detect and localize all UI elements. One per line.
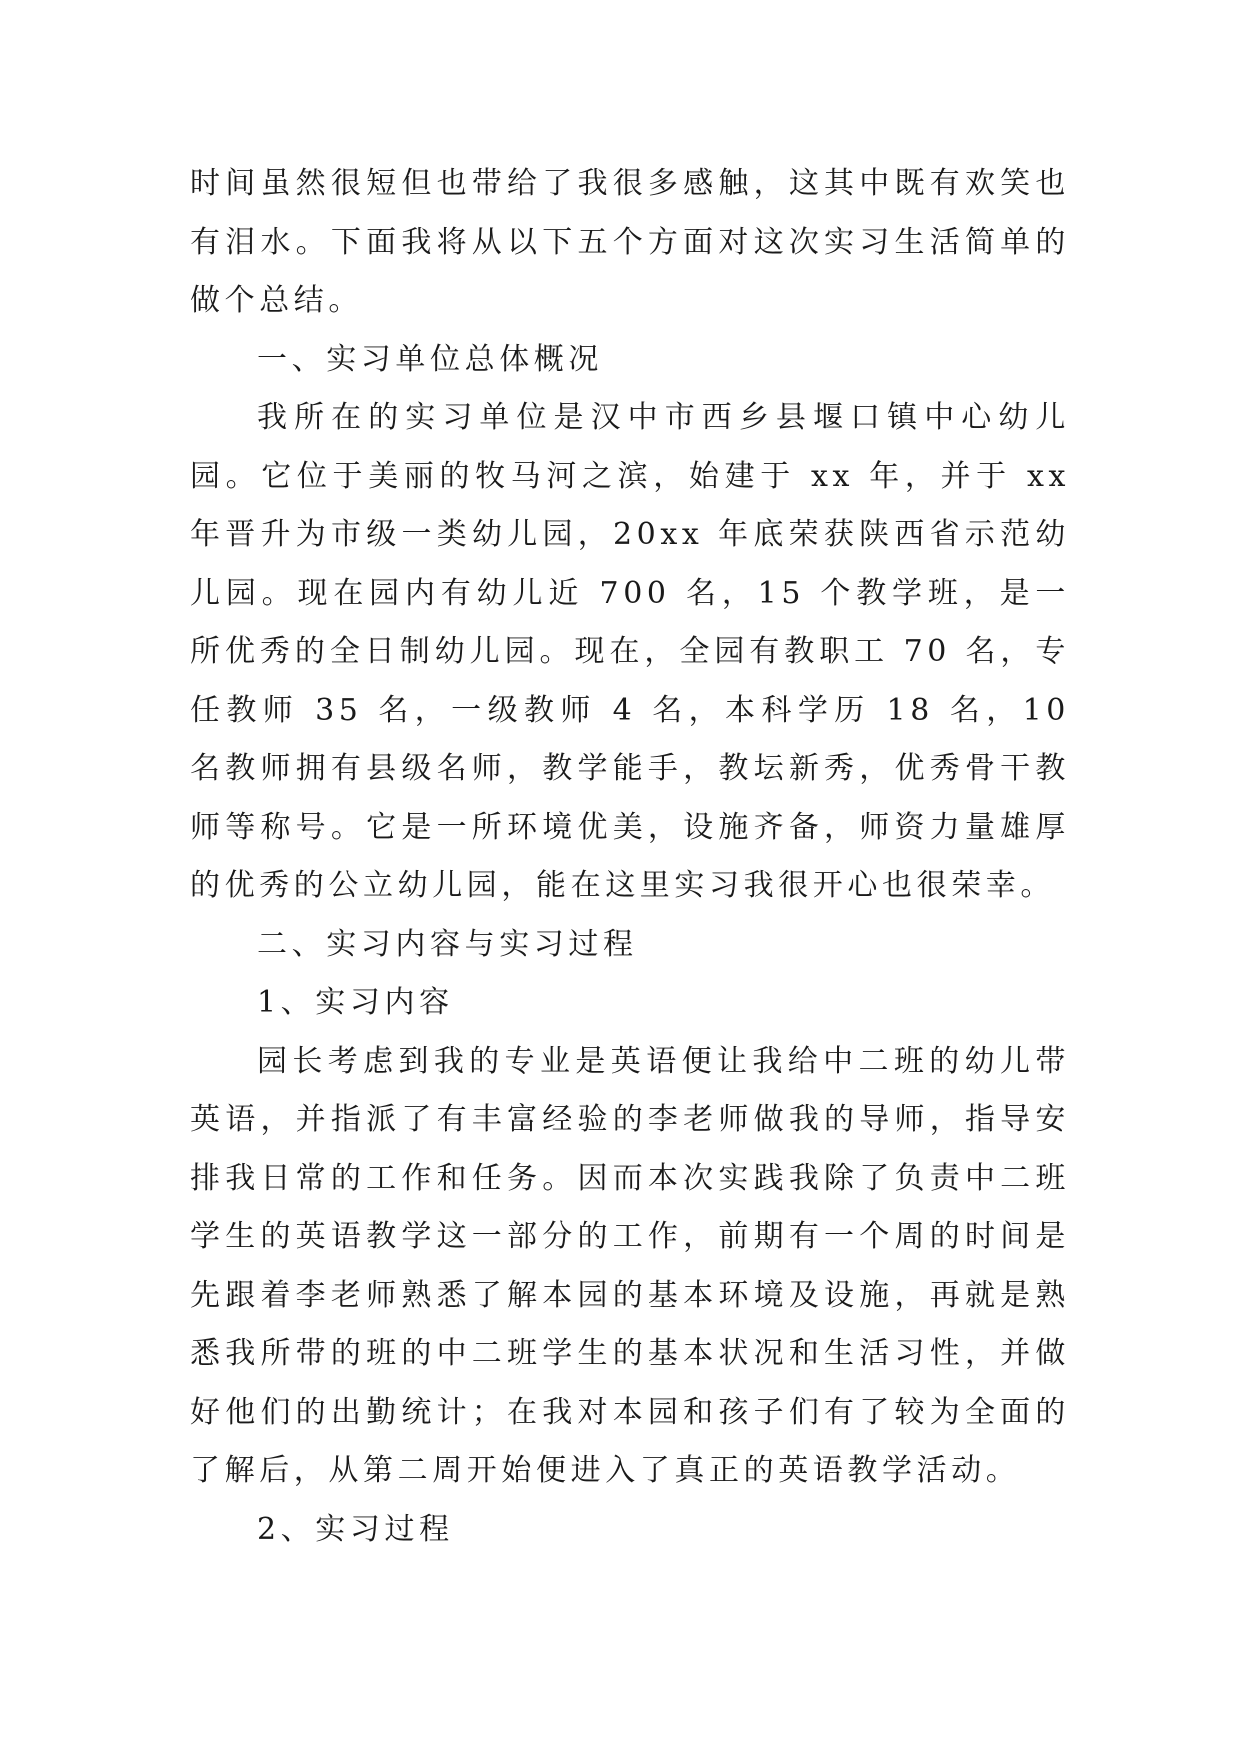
subsection-heading-2: 2、实习过程 [257,1511,454,1547]
paragraph-unit-overview: 我所在的实习单位是汉中市西乡县堰口镇中心幼儿园。它位于美丽的牧马河之滨，始建于 xx 年，并于 xx 年晋升为市级一类幼儿园，20xx 年底荣获陕西省示范幼儿园。现在园内有幼儿近 700 名，15 个教学班，是一所优秀的全日制幼儿园。现在，全园有教职工 70 名，专任教师 35 名，一级教师 4 名，本科学历 18 名，10 名教师拥有县级名师，教学能手，教坛新秀，优秀骨干教师等称号。它是一所环境优美，设施齐备，师资力量雄厚的优秀的公立幼儿园，能在这里实习我很开心也很荣幸。 [190,400,1070,903]
paragraph-content: 园长考虑到我的专业是英语便让我给中二班的幼儿带英语，并指派了有丰富经验的李老师做我的导师，指导安排我日常的工作和任务。因而本次实践我除了负责中二班学生的英语教学这一部分的工作，前期有一个周的时间是先跟着李老师熟悉了解本园的基本环境及设施，再就是熟悉我所带的班的中二班学生的基本状况和生活习性，并做好他们的出勤统计；在我对本园和孩子们有了较为全面的了解后，从第二周开始便进入了真正的英语教学活动。 [190,1043,1070,1488]
document-body [190,155,1070,1559]
section-heading-1: 一、实习单位总体概况 [257,341,603,377]
subsection-heading-1: 1、实习内容 [257,985,454,1020]
paragraph-intro-continued: 时间虽然很短但也带给了我很多感触，这其中既有欢笑也有泪水。下面我将从以下五个方面对这次实习生活简单的做个总结。 [190,166,1070,318]
section-heading-2: 二、实习内容与实习过程 [257,926,638,962]
